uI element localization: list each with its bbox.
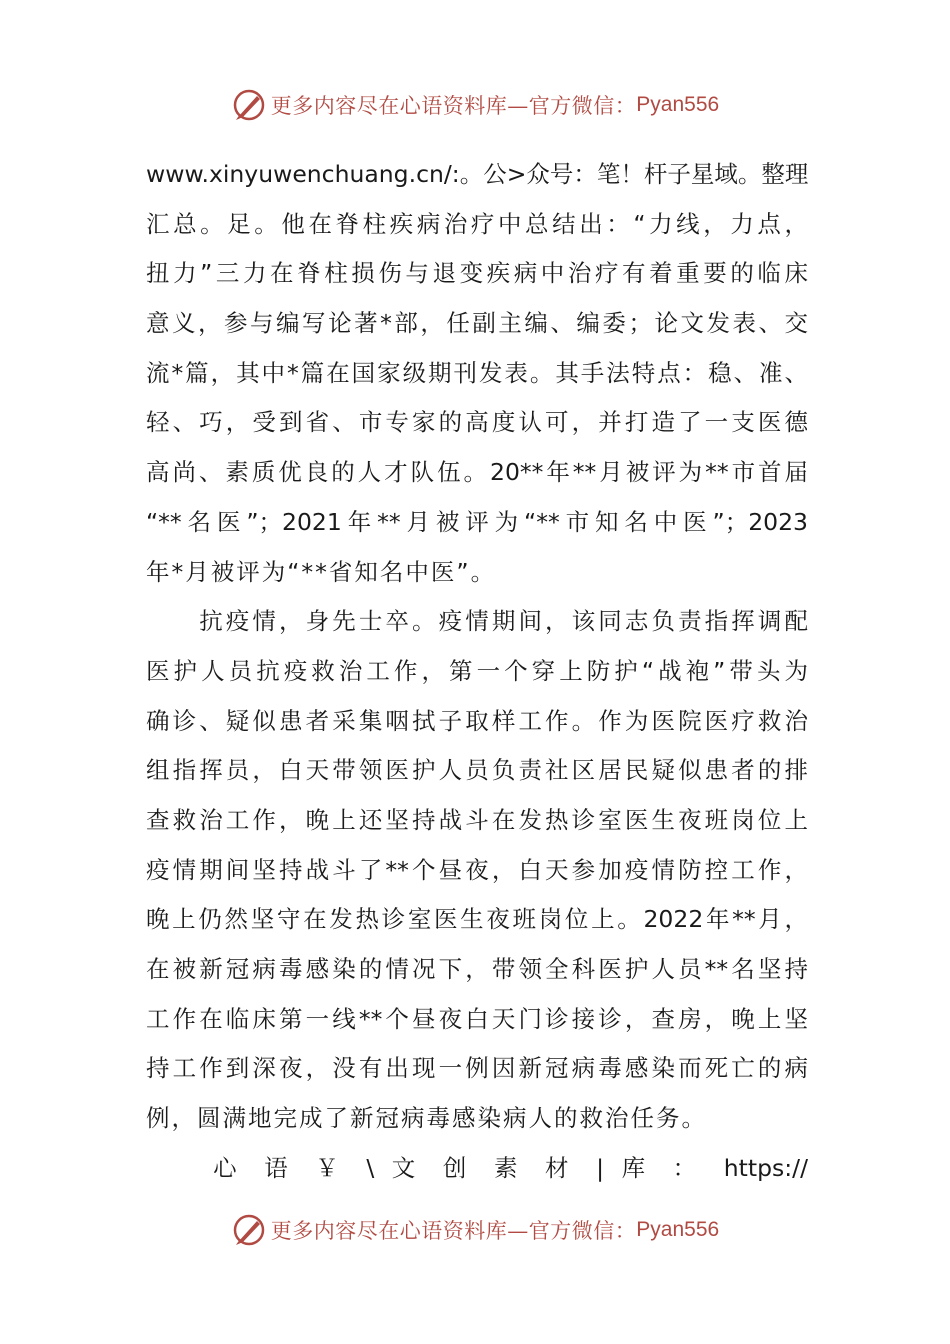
body-line: 确诊、疑似患者采集咽拭子取样工作。作为医院医疗救治 bbox=[146, 706, 808, 735]
header-banner bbox=[0, 85, 950, 125]
body-line: 工作在临床第一线**个昼夜白天门诊接诊，查房，晚上坚 bbox=[146, 1004, 808, 1033]
footer-wechat-id: Pyan556 bbox=[636, 1218, 720, 1241]
body-line: 抗疫情，身先士卒。疫情期间，该同志负责指挥调配 bbox=[146, 607, 808, 636]
footer-banner bbox=[0, 1210, 950, 1250]
body-line: 持工作到深夜，没有出现一例因新冠病毒感染而死亡的病 bbox=[146, 1054, 808, 1083]
header-wechat-id: Pyan556 bbox=[636, 93, 720, 116]
pen-logo-icon bbox=[231, 87, 267, 123]
document-body bbox=[146, 150, 808, 1193]
pen-logo-icon bbox=[231, 1212, 267, 1248]
body-line: 在被新冠病毒感染的情况下，带领全科医护人员**名坚持 bbox=[146, 955, 808, 983]
body-line: 流*篇，其中*篇在国家级期刊发表。其手法特点：稳、准、 bbox=[146, 358, 808, 387]
body-line: 医护人员抗疫救治工作，第一个穿上防护“战袍”带头为 bbox=[146, 656, 808, 685]
body-line: 组指挥员，白天带领医护人员负责社区居民疑似患者的排 bbox=[146, 756, 808, 785]
body-line: 疫情期间坚持战斗了**个昼夜，白天参加疫情防控工作， bbox=[146, 855, 808, 884]
body-line: 查救治工作，晚上还坚持战斗在发热诊室医生夜班岗位上 bbox=[146, 805, 808, 834]
body-line: www.xinyuwenchuang.cn/:。公>众号：笔！杆子星域。整理 bbox=[146, 160, 809, 188]
body-line: “**名医”；2021年**月被评为“**市知名中医”；2023 bbox=[146, 507, 808, 536]
body-line: 心 语 ￥ \ 文 创 素 材 | 库 ： https:// bbox=[146, 1153, 808, 1182]
body-line: 晚上仍然坚守在发热诊室医生夜班岗位上。2022年**月， bbox=[146, 905, 808, 934]
footer-banner-text: 更多内容尽在心语资料库—官方微信： bbox=[270, 1219, 637, 1243]
body-line: 轻、巧，受到省、市专家的高度认可，并打造了一支医德 bbox=[146, 408, 808, 437]
body-line: 年*月被评为“**省知名中医”。 bbox=[146, 557, 497, 586]
body-line: 意义，参与编写论著*部，任副主编、编委；论文发表、交 bbox=[146, 309, 808, 338]
body-line: 汇总。足。他在脊柱疾病治疗中总结出：“力线，力点， bbox=[146, 209, 808, 238]
body-line: 例，圆满地完成了新冠病毒感染病人的救治任务。 bbox=[146, 1104, 707, 1133]
body-line: 高尚、素质优良的人才队伍。20**年**月被评为**市首届 bbox=[146, 458, 808, 487]
body-line: 扭力”三力在脊柱损伤与退变疾病中治疗有着重要的临床 bbox=[146, 259, 808, 288]
header-banner-text: 更多内容尽在心语资料库—官方微信： bbox=[270, 94, 637, 118]
